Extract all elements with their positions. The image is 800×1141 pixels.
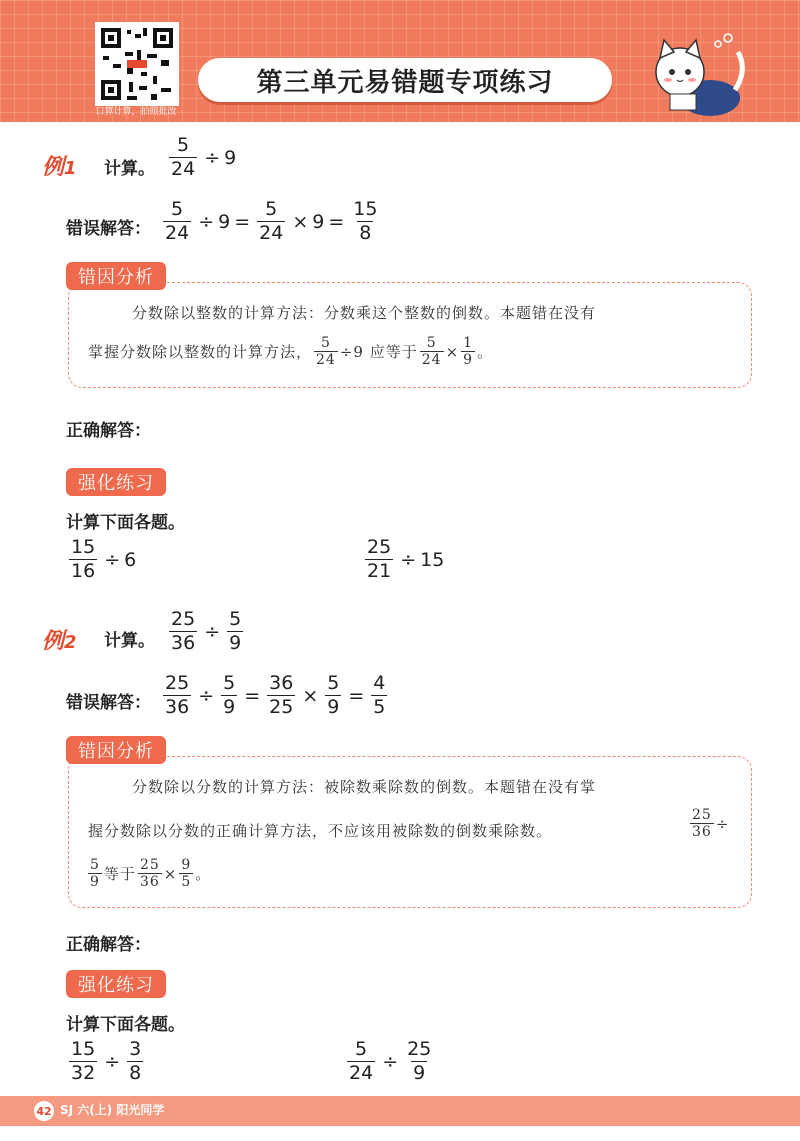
correct-answer-label-2: 正确解答： [66, 935, 151, 955]
analysis-1-line-2: 掌握分数除以整数的计算方法， $\frac{5}{24}$ ÷9 应等于 $\frac{5}{24}$ × $\frac{1}{9}$ 。 [88, 335, 494, 368]
analysis-1-line-1: 分数除以整数的计算方法：分数乘这个整数的倒数。本题错在没有 [132, 304, 597, 322]
wrong-answer-label-2: 错误解答： [66, 693, 151, 713]
practice-1-item-1: $\frac{15}{16}$ ÷ 6 [71, 536, 137, 582]
error-analysis-tag-2: 错因分析 [66, 736, 166, 764]
wrong-answer-label-1: 错误解答： [66, 219, 151, 239]
page-title-banner [198, 58, 612, 102]
practice-prompt-2: 计算下面各题。 [66, 1015, 185, 1035]
correct-answer-label-1: 正确解答： [66, 421, 151, 441]
example-2-prompt: 计算。 [104, 631, 155, 651]
practice-tag-2: 强化练习 [66, 970, 166, 998]
example-1-prompt: 计算。 [104, 159, 155, 179]
qr-code-icon[interactable] [95, 22, 179, 106]
wrong-answer-2: $\frac{25}{36}$ ÷ $\frac{5}{9}$ = $\frac{36}{25}$ × $\frac{5}{9}$ = $\frac{4}{5}$ [165, 672, 386, 718]
qr-caption: 口算计算，拍照批改 [95, 107, 177, 117]
analysis-2-line-2: 握分数除以分数的正确计算方法，不应该用被除数的倒数乘除数。 [88, 822, 553, 840]
practice-2-item-1: $\frac{15}{32}$ ÷ $\frac{3}{8}$ [71, 1038, 142, 1084]
wrong-answer-1: $\frac{5}{24}$ ÷ 9 = $\frac{5}{24}$ × 9 = $\frac{15}{8}$ [165, 198, 378, 244]
footer-brand: SJ 六(上) 阳光同学 [60, 1103, 165, 1117]
example-2-label: 例2 [42, 629, 77, 654]
page-title: 第三单元易错题专项练习 [256, 67, 554, 98]
example-2-question: $\frac{25}{36}$ ÷ $\frac{5}{9}$ [171, 608, 242, 654]
example-1-question: $\frac{5}{24}$ ÷ 9 [171, 134, 237, 180]
analysis-2-frac-1: $\frac{25}{36}$ ÷ [692, 807, 730, 840]
practice-prompt-1: 计算下面各题。 [66, 513, 185, 533]
analysis-2-line-1: 分数除以分数的计算方法：被除数乘除数的倒数。本题错在没有掌 [132, 778, 597, 796]
error-analysis-box-1 [68, 282, 752, 388]
error-analysis-tag-1: 错因分析 [66, 262, 166, 290]
practice-tag-1: 强化练习 [66, 468, 166, 496]
page-number: 42 [34, 1101, 54, 1121]
practice-2-item-2: $\frac{5}{24}$ ÷ $\frac{25}{9}$ [349, 1038, 432, 1084]
example-1-label: 例1 [42, 155, 77, 180]
cat-mascot-icon [640, 30, 750, 120]
analysis-2-line-3: 5 9 等于 $\frac{25}{36}$ × $\frac{9}{5}$ 。 [90, 857, 212, 890]
practice-1-item-2: $\frac{25}{21}$ ÷ 15 [367, 536, 445, 582]
